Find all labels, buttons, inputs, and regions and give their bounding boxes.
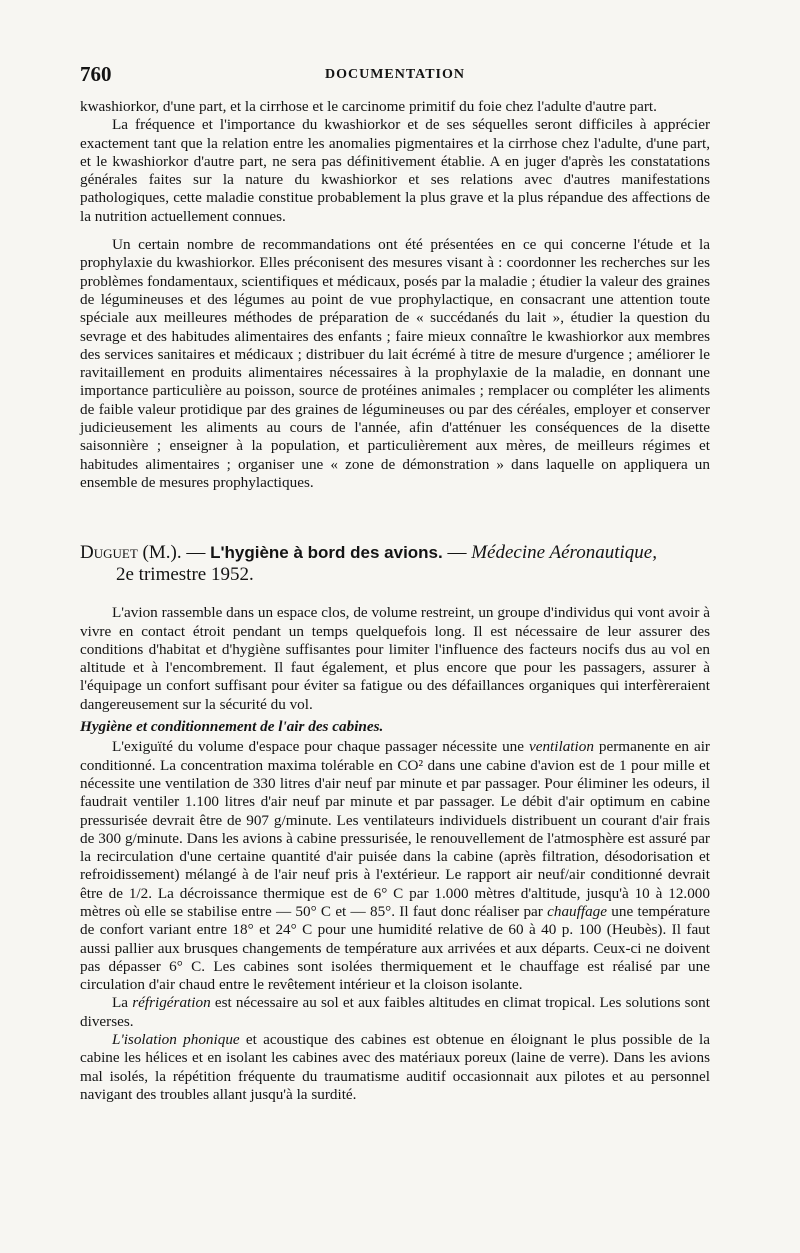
reference-journal: Médecine Aéronautique, xyxy=(471,542,657,564)
reference-dash: — xyxy=(442,542,472,564)
paragraph-isolation xyxy=(80,1031,710,1104)
paragraph-ventilation xyxy=(80,738,710,994)
text-run: La xyxy=(112,994,133,1012)
text-run: permanente en air conditionné. La concentration maxima tolérable en CO² dans une cabine d'avion est de 1 pour mille et nécessite une ventilation de 330 litres d'air neuf par minute et par passager. Pour éliminer les odeurs, il faudrait ventiler 1.100 litres d'air neuf par minute et par passager. Le débit d'air optimum en cabine pressurisée devrait être de 907 g/minute. Les ventilateurs individuels distribuent un courant d'air frais de 300 g/minute. Dans les avions à cabine pressurisée, le renouvellement de l'atmosphère est assuré par la recirculation d'une certaine quantité d'air puisée dans la cabine (après filtration, désodorisation et refroidissement) mélangé à de l'air neuf pris à l'extérieur. Le rapport air neuf/air conditionné devrait être de 1/2. La décroissance thermique est de 6° C par 1.000 mètres d'altitude, jusqu'à 10 à 12.000 mètres où elle se stabilise entre — 50° C et — 85°. Il faut donc réaliser par xyxy=(80,738,710,920)
page-number: 760 xyxy=(80,62,112,86)
bibliographic-reference xyxy=(80,542,710,586)
reference-date: 2e trimestre 1952. xyxy=(116,564,254,586)
text-run: est nécessaire au sol et aux faibles altitudes en climat tropical. Les solutions sont diverses. xyxy=(80,994,710,1030)
emphasis-ventilation: ventilation xyxy=(528,738,594,756)
emphasis-chauffage: chauffage xyxy=(547,902,608,920)
text-run: L'exiguïté du volume d'espace pour chaque passager nécessite une xyxy=(112,738,529,756)
reference-author: Duguet (M.). xyxy=(80,542,182,564)
emphasis-refrigeration: réfrigération xyxy=(132,994,211,1012)
page-header xyxy=(80,62,710,98)
reference-title: L'hygiène à bord des avions. xyxy=(210,543,443,563)
paragraph-intro: L'avion rassemble dans un espace clos, de volume restreint, un groupe d'individus qui vont avoir à vivre en contact étroit pendant un temps quelquefois long. Il est nécessaire de leur assurer des conditions d'habitat et d'hygiène suffisantes pour limiter l'influence des facteurs nocifs dus au vol en altitude et à l'encombrement. Il faut également, et plus encore que pour les passagers, assurer à l'équipage un confort suffisant pour éviter sa fatigue ou des défaillances organiques qui interfèreraient dangereusement sur la sécurité du vol. xyxy=(80,604,710,713)
paragraph-refrigeration xyxy=(80,994,710,1031)
paragraph-continued: kwashiorkor, d'une part, et la cirrhose et le carcinome primitif du foie chez l'adulte d'autre part. xyxy=(80,98,657,115)
paragraph-recommendations: Un certain nombre de recommandations ont été présentées en ce qui concerne l'étude et la prophylaxie du kwashiorkor. Elles préconisent des mesures visant à : coordonner les recherches sur les problèmes fondamentaux, scientifiques et médicaux, posés par la maladie ; étudier la valeur des graines de légumineuses et des légumes au point de vue prophylactique, en consacrant une attention toute spéciale aux meilleures méthodes de préparation de « succédanés du lait », étudier la question du sevrage et des habitudes alimentaires des enfants ; faire mieux connaître le kwashiorkor aux membres des services sanitaires et médicaux ; distribuer du lait écrémé à titre de mesure d'urgence ; améliorer le ravitaillement en produits alimentaires nécessaires à la prophylaxie de la maladie, en donnant une importance particulière au poisson, source de protéines animales ; remplacer ou compléter les aliments de faible valeur protidique par des graines de légumineuses ou par des céréales, employer et conserver judicieusement les aliments au cours de l'année, afin d'atténuer les conséquences de la disette saisonnière ; enseigner à la population, et particulièrement aux mères, de meilleurs régimes et habitudes alimentaires ; organiser une « zone de démonstration » dans laquelle on appliquera un ensemble de mesures prophylactiques. xyxy=(80,236,710,491)
running-head: DOCUMENTATION xyxy=(324,67,466,82)
emphasis-isolation: L'isolation phonique xyxy=(112,1031,240,1049)
reference-dash: — xyxy=(181,542,211,564)
section-subheading: Hygiène et conditionnement de l'air des cabines. xyxy=(80,718,384,736)
text-run: une température de confort variant entre 18° et 24° C pour une humidité relative de 60 à 40 p. 100 (Heubès). Il faut aussi pallier aux brusques changements de température aux arrivées et aux départs. Ceux-ci ne doivent pas dépasser 6° C. Les cabines sont isolées thermiquement et le chauffage est réalisé par une circulation d'air chaud entre le revêtement intérieur et la cloison isolante. xyxy=(80,902,710,994)
paragraph-kwashiorkor-frequency: La fréquence et l'importance du kwashiorkor et de ses séquelles seront difficiles à apprécier exactement tant que la relation entre les anomalies pigmentaires et la cirrhose chez l'adulte, d'une part, et le kwashiorkor d'autre part, ne sera pas définitivement établie. A en juger d'après les constatations générales faites sur la nature du kwashiorkor et ses relations avec d'autres manifestations pathologiques, cette maladie constitue probablement la plus grave et la plus répandue des affections de la nutrition actuellement connues. xyxy=(80,116,710,225)
text-run: et acoustique des cabines est obtenue en éloignant le plus possible de la cabine les hélices et en isolant les cabines avec des matériaux poreux (laine de verre). Dans les avions mal isolés, la répétition fréquente du traumatisme auditif occasionnait aux pilotes et au personnel navigant des troubles allant jusqu'à la surdité. xyxy=(80,1031,710,1103)
